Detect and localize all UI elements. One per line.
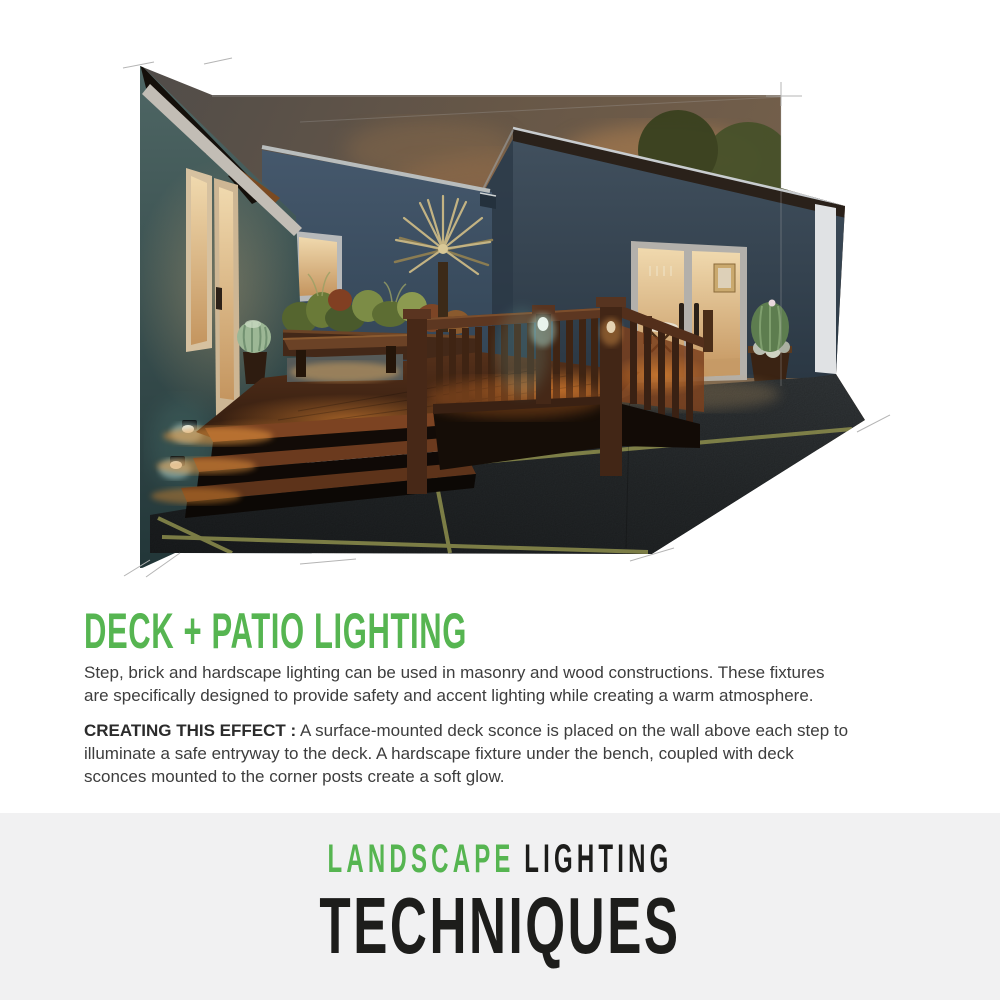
effect-line-1 — [84, 719, 848, 742]
bench — [283, 334, 414, 382]
intro-line-1: Step, brick and hardscape lighting can be used in masonry and wood constructions. These fixtures — [84, 663, 825, 682]
effect-paragraph — [84, 719, 848, 788]
door-handle — [694, 303, 699, 337]
gray-wall-panel — [815, 204, 836, 374]
section-heading-text: DECK + PATIO LIGHTING — [84, 603, 468, 659]
brand-landscape: LANDSCAPE — [327, 837, 515, 881]
effect-line-2: illuminate a safe entryway to the deck. A hardscape fixture under the bench, coupled with deck — [84, 744, 794, 763]
lit-window — [299, 237, 337, 296]
section-heading — [84, 603, 702, 659]
chair — [703, 310, 713, 352]
brand-lighting: LIGHTING — [524, 837, 673, 881]
brand-lockup — [0, 837, 1000, 970]
door-handle — [216, 287, 222, 310]
intro-paragraph — [84, 661, 825, 707]
intro-line-2: are specifically designed to provide safety and accent lighting while creating a warm atmosphere. — [84, 686, 814, 705]
footer-band — [0, 813, 1000, 1000]
brand-line-1 — [200, 839, 800, 879]
effect-line-1-text: A surface-mounted deck sconce is placed on the wall above each step to — [299, 721, 849, 740]
effect-line-3: sconces mounted to the corner posts create a soft glow. — [84, 767, 505, 786]
brand-line-2: TECHNIQUES — [319, 881, 681, 970]
potted-cactus-right — [748, 300, 792, 393]
effect-label: CREATING THIS EFFECT : — [84, 721, 297, 740]
